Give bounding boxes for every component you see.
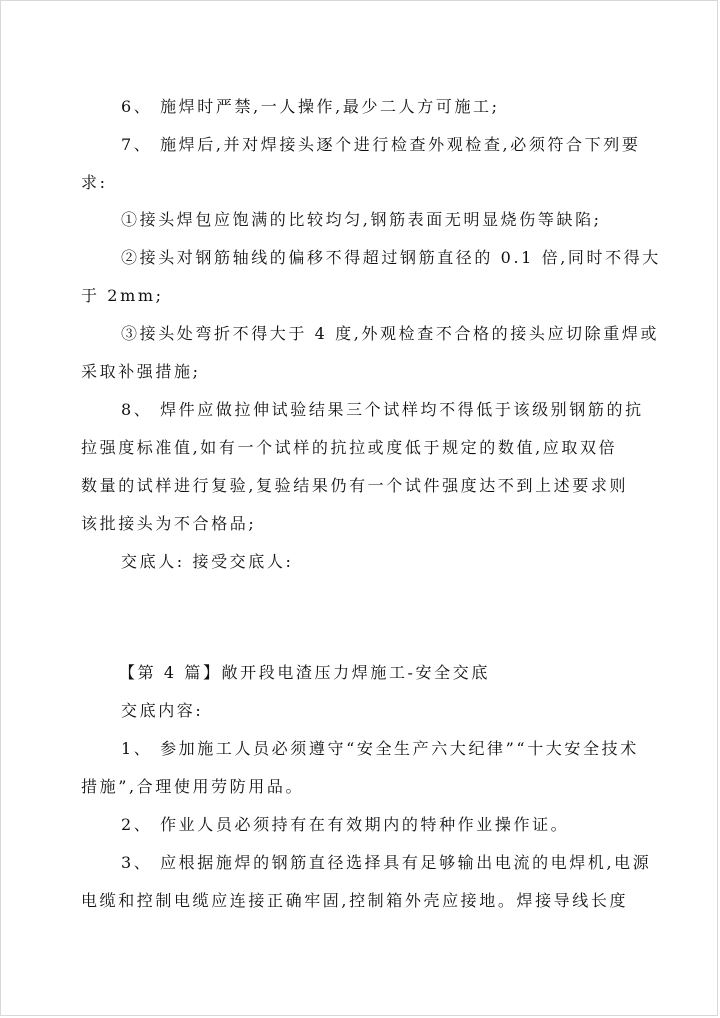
item-1-line-1: 1、 参加施工人员必须遵守“安全生产六大纪律”“十大安全技术 (121, 739, 639, 758)
requirement-1-line: ①接头焊包应饱满的比较均匀,钢筋表面无明显烧伤等缺陷; (121, 210, 602, 229)
item-7-line-2: 求: (81, 173, 108, 192)
requirement-2-line-2: 于 2mm; (81, 286, 164, 305)
item-8-line-3: 数量的试样进行复验,复验结果仍有一个试件强度达不到上述要求则 (81, 476, 629, 495)
requirement-3-line-1: ③接头处弯折不得大于 4 度,外观检查不合格的接头应切除重焊或 (121, 324, 660, 343)
item-3-line-1: 3、 应根据施焊的钢筋直径选择具有足够输出电流的电焊机,电源 (121, 853, 652, 872)
item-8-line-4: 该批接头为不合格品; (81, 514, 257, 533)
item-8-line-1: 8、 焊件应做拉伸试验结果三个试样均不得低于该级别钢筋的抗 (121, 400, 644, 419)
item-2-line: 2、 作业人员必须持有在有效期内的特种作业操作证。 (121, 815, 570, 834)
requirement-3-line-2: 采取补强措施; (81, 362, 201, 381)
item-8-line-2: 拉强度标准值,如有一个试样的抗拉或度低于规定的数值,应取双倍 (81, 438, 618, 457)
item-3-line-2: 电缆和控制电缆应连接正确牢固,控制箱外壳应接地。焊接导线长度 (81, 891, 629, 910)
disclosure-content-label: 交底内容: (121, 701, 204, 720)
requirement-2-line-1: ②接头对钢筋轴线的偏移不得超过钢筋直径的 0.1 倍,同时不得大 (121, 248, 661, 267)
item-6-line: 6、 施焊时严禁,一人操作,最少二人方可施工; (121, 97, 500, 116)
signature-line: 交底人: 接受交底人: (121, 552, 294, 571)
item-1-line-2: 措施”,合理使用劳防用品。 (81, 777, 305, 796)
section-heading: 【第 4 篇】敞开段电渣压力焊施工-安全交底 (119, 663, 490, 682)
item-7-line-1: 7、 施焊后,并对焊接头逐个进行检查外观检查,必须符合下列要 (121, 135, 641, 154)
